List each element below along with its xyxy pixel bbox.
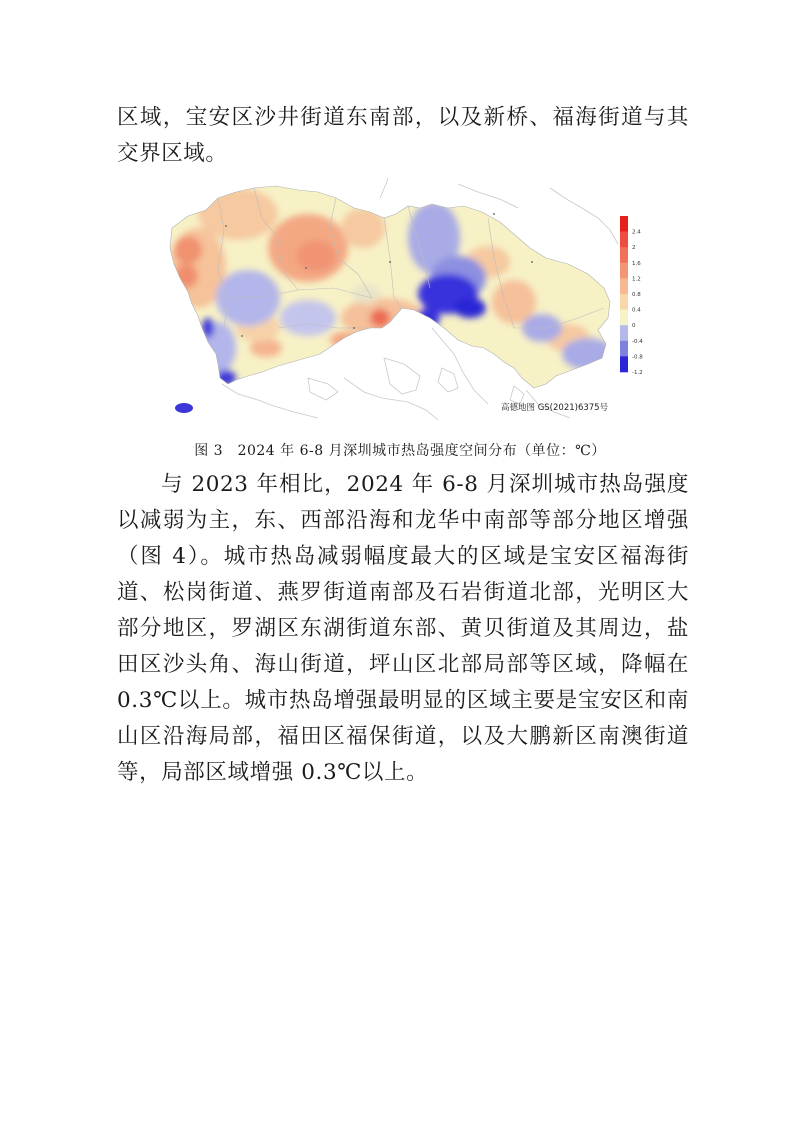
legend-tick-label: 2.4 xyxy=(632,229,641,236)
legend-tick-label: 0.4 xyxy=(632,307,641,314)
legend-bin xyxy=(620,278,628,294)
legend-bin xyxy=(620,341,628,357)
legend xyxy=(620,216,643,376)
legend-tick-label: 1.2 xyxy=(632,276,641,283)
legend-bin xyxy=(620,247,628,263)
heat-island-map xyxy=(158,178,644,420)
figure-caption: 图 3 2024 年 6-8 月深圳城市热岛强度空间分布（单位：℃） xyxy=(194,443,606,459)
map-credit: 高德地图 GS(2021)6375号 xyxy=(501,403,609,413)
legend-bin xyxy=(620,232,628,248)
legend-tick-label: -0.8 xyxy=(632,354,643,361)
island-shape xyxy=(175,403,193,413)
legend-bin xyxy=(620,310,628,326)
legend-bin xyxy=(620,325,628,341)
legend-tick-label: -0.4 xyxy=(632,338,643,345)
legend-bin xyxy=(620,263,628,279)
legend-bins xyxy=(620,216,628,372)
heat-surface xyxy=(158,178,644,420)
legend-tick-label: -1.2 xyxy=(632,370,643,376)
legend-ticks xyxy=(632,230,643,376)
legend-tick-label: 0.8 xyxy=(632,292,641,298)
body-paragraph: 与 2023 年相比，2024 年 6-8 月深圳城市热岛强度以减弱为主，东、西部沿海和龙华中南部等部分地区增强（图 4）。城市热岛减弱幅度最大的区域是宝安区福海街道、松岗街道、燕罗街道南部及石岩街道北部，光明区大部分地区，罗湖区东湖街道东部、黄贝街道及其周边，盐田区沙头角、海山街道，坪山区北部局部等区域，降幅在 0.3℃以上。城市热岛增强最明显的区域主要是宝安区和南山区沿海局部，福田区福保街道，以及大鹏新区南澳街道等，局部区域增强 0.3℃以上。 xyxy=(117,472,689,785)
legend-tick-label: 1.6 xyxy=(632,260,641,267)
legend-bin xyxy=(620,294,628,310)
legend-bin xyxy=(620,216,628,232)
legend-tick-label: 2 xyxy=(632,245,636,252)
legend-bin xyxy=(620,356,628,372)
map-svg xyxy=(158,178,644,420)
intro-paragraph: 区域，宝安区沙井街道东南部，以及新桥、福海街道与其交界区域。 xyxy=(117,105,689,166)
legend-tick-label: 0 xyxy=(632,323,636,330)
